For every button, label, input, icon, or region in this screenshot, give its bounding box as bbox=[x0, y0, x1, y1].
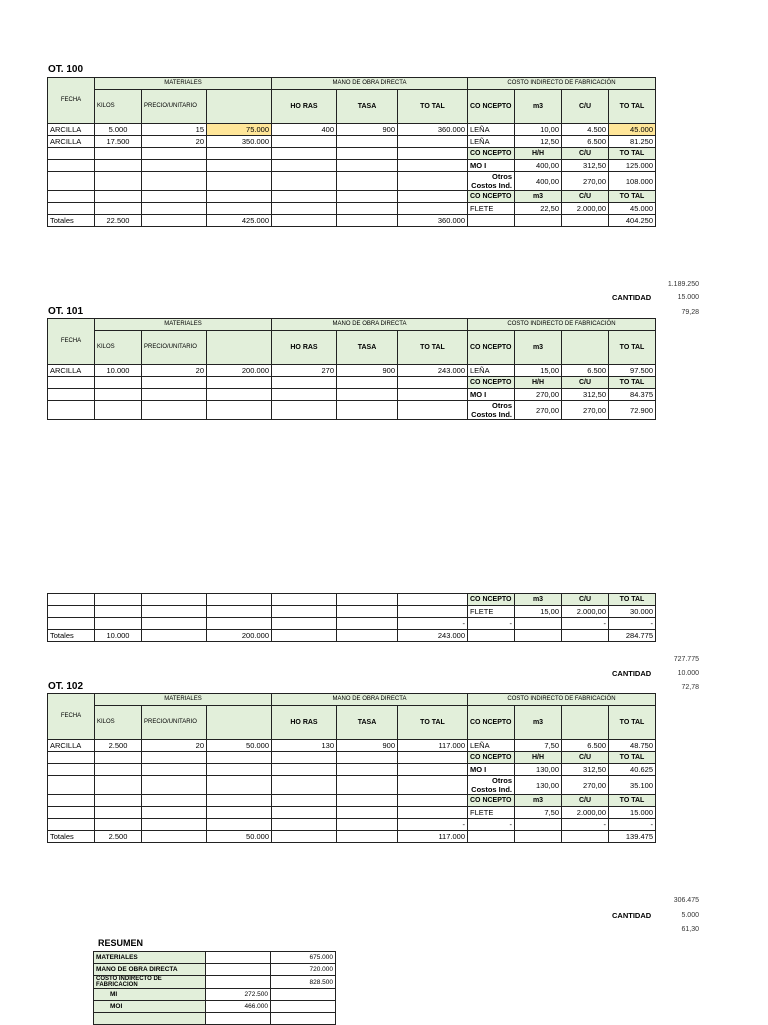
mo-total-header: TO TAL bbox=[398, 331, 468, 365]
cif-total-header: TO TAL bbox=[609, 331, 656, 365]
cu-header: C/U bbox=[562, 594, 609, 606]
cell-m3: 10,00 bbox=[515, 124, 562, 136]
cif-total-header: TO TAL bbox=[609, 594, 656, 606]
cell-concepto: LEÑA bbox=[468, 740, 515, 752]
cif-total-header: TO TAL bbox=[609, 752, 656, 764]
hh-header: H/H bbox=[515, 148, 562, 160]
resumen-value bbox=[271, 989, 336, 1001]
resumen-mid: 466.000 bbox=[206, 1001, 271, 1013]
table-row bbox=[94, 1013, 336, 1025]
cell-m3: 12,50 bbox=[515, 136, 562, 148]
cell-kilos: 10.000 bbox=[95, 630, 142, 642]
kilos-header: KILOS bbox=[95, 331, 142, 365]
side-unit-cost: 79,28 bbox=[681, 309, 699, 316]
cell-dash: - bbox=[562, 819, 609, 831]
horas-header: HO RAS bbox=[272, 90, 337, 124]
table-row bbox=[94, 952, 336, 964]
side-cantidad: 10.000 bbox=[677, 670, 699, 677]
cell-concepto: FLETE bbox=[468, 606, 515, 618]
side-total: 727.775 bbox=[673, 656, 699, 663]
cif-total-header: TO TAL bbox=[609, 795, 656, 807]
cell-tasa: 900 bbox=[337, 740, 398, 752]
tasa-header: TASA bbox=[337, 706, 398, 740]
totales-label: Totales bbox=[48, 630, 95, 642]
resumen-title: RESUMEN bbox=[98, 938, 144, 948]
cantidad-label: CANTIDAD bbox=[612, 911, 652, 920]
m3-header: m3 bbox=[515, 90, 562, 124]
cu-header: C/U bbox=[562, 148, 609, 160]
table-row bbox=[48, 807, 656, 819]
side-unit-cost: 61,30 bbox=[681, 926, 699, 933]
cell-cu: 2.000,00 bbox=[562, 203, 609, 215]
resumen-label: MANO DE OBRA DIRECTA bbox=[94, 964, 206, 976]
table-row bbox=[48, 401, 656, 420]
table-row bbox=[48, 740, 656, 752]
cif-total-header: TO TAL bbox=[609, 90, 656, 124]
mano-obra-header: MANO DE OBRA DIRECTA bbox=[272, 694, 468, 706]
cell-kilos: 2.500 bbox=[95, 831, 142, 843]
cell-mo-total: 243.000 bbox=[398, 365, 468, 377]
cu-header: C/U bbox=[562, 377, 609, 389]
cell-mat-total: 50.000 bbox=[207, 740, 272, 752]
cif-header: COSTO INDIRECTO DE FABRICACIÓN bbox=[468, 319, 656, 331]
cell-mo-total: 360.000 bbox=[398, 215, 468, 227]
cell-cu: 2.000,00 bbox=[562, 606, 609, 618]
cu-header bbox=[562, 331, 609, 365]
cell-concepto: LEÑA bbox=[468, 124, 515, 136]
cell-concepto: FLETE bbox=[468, 807, 515, 819]
cell-cu: 270,00 bbox=[562, 401, 609, 420]
cell-kilos: 17.500 bbox=[95, 136, 142, 148]
cell-total: 97.500 bbox=[609, 365, 656, 377]
cell-hh: 400,00 bbox=[515, 172, 562, 191]
cell-concepto: MO I bbox=[468, 389, 515, 401]
cell-total: 108.000 bbox=[609, 172, 656, 191]
mano-obra-header: MANO DE OBRA DIRECTA bbox=[272, 319, 468, 331]
cell-total: 48.750 bbox=[609, 740, 656, 752]
cell-precio: 20 bbox=[142, 136, 207, 148]
cif-total-header: TO TAL bbox=[609, 191, 656, 203]
cell-precio: 15 bbox=[142, 124, 207, 136]
ot100-title: OT. 100 bbox=[48, 64, 84, 75]
precio-header: PRECIO/UNITARIO bbox=[142, 90, 207, 124]
cell-dash: - bbox=[562, 618, 609, 630]
cell-m3: 15,00 bbox=[515, 606, 562, 618]
m3-header: m3 bbox=[515, 706, 562, 740]
ot100-table bbox=[47, 77, 656, 227]
resumen-label: MI bbox=[94, 989, 206, 1001]
cell-total: 84.375 bbox=[609, 389, 656, 401]
fecha-header: FECHA bbox=[48, 319, 95, 365]
cif-total-header: TO TAL bbox=[609, 148, 656, 160]
cell-cu: 4.500 bbox=[562, 124, 609, 136]
cell-kilos: 5.000 bbox=[95, 124, 142, 136]
resumen-mid bbox=[206, 976, 271, 989]
precio-header: PRECIO/UNITARIO bbox=[142, 331, 207, 365]
horas-header: HO RAS bbox=[272, 331, 337, 365]
table-row bbox=[48, 203, 656, 215]
cell-mat-total: 350.000 bbox=[207, 136, 272, 148]
cell-dash: - bbox=[609, 618, 656, 630]
resumen-table bbox=[93, 951, 336, 1025]
cell-total: 72.900 bbox=[609, 401, 656, 420]
cif-header: COSTO INDIRECTO DE FABRICACIÓN bbox=[468, 694, 656, 706]
kilos-header: KILOS bbox=[95, 706, 142, 740]
concepto-header: CO NCEPTO bbox=[468, 191, 515, 203]
resumen-value: 675.000 bbox=[271, 952, 336, 964]
concepto-header: CO NCEPTO bbox=[468, 594, 515, 606]
fecha-header: FECHA bbox=[48, 78, 95, 124]
cell-horas: 270 bbox=[272, 365, 337, 377]
resumen-mid: 272.500 bbox=[206, 989, 271, 1001]
table-row bbox=[48, 606, 656, 618]
concepto-header: CO NCEPTO bbox=[468, 752, 515, 764]
table-row bbox=[48, 124, 656, 136]
resumen-value bbox=[271, 1001, 336, 1013]
cell-precio: 20 bbox=[142, 365, 207, 377]
cell-precio: 20 bbox=[142, 740, 207, 752]
mo-total-header: TO TAL bbox=[398, 90, 468, 124]
cell-total: 139.475 bbox=[609, 831, 656, 843]
materiales-header: MATERIALES bbox=[95, 78, 272, 90]
cell-concepto: LEÑA bbox=[468, 365, 515, 377]
cif-header: COSTO INDIRECTO DE FABRICACIÓN bbox=[468, 78, 656, 90]
precio-header: PRECIO/UNITARIO bbox=[142, 706, 207, 740]
side-cantidad: 15.000 bbox=[677, 294, 699, 301]
cell-mat-total: 200.000 bbox=[207, 630, 272, 642]
table-row bbox=[48, 365, 656, 377]
cu-header: C/U bbox=[562, 795, 609, 807]
cell-cu: 312,50 bbox=[562, 764, 609, 776]
cell-dash: - bbox=[609, 819, 656, 831]
table-row bbox=[94, 964, 336, 976]
cu-header: C/U bbox=[562, 90, 609, 124]
table-row bbox=[48, 764, 656, 776]
cell-fecha: ARCILLA bbox=[48, 124, 95, 136]
cell-horas: 400 bbox=[272, 124, 337, 136]
cell-m3: 15,00 bbox=[515, 365, 562, 377]
cell-m3: 7,50 bbox=[515, 807, 562, 819]
resumen-value: 720.000 bbox=[271, 964, 336, 976]
ot101-table bbox=[47, 318, 656, 420]
cell-cu: 270,00 bbox=[562, 172, 609, 191]
side-unit-cost: 72,78 bbox=[681, 684, 699, 691]
cell-dash: - bbox=[468, 819, 515, 831]
concepto-header: CO NCEPTO bbox=[468, 90, 515, 124]
cif-total-header: TO TAL bbox=[609, 377, 656, 389]
cell-total: 35.100 bbox=[609, 776, 656, 795]
tasa-header: TASA bbox=[337, 90, 398, 124]
table-row bbox=[48, 819, 656, 831]
mat-total-header bbox=[207, 90, 272, 124]
cell-mo-total: 117.000 bbox=[398, 831, 468, 843]
cell-fecha: ARCILLA bbox=[48, 136, 95, 148]
cell-concepto: Otros Costos Ind. bbox=[468, 776, 515, 795]
cu-header bbox=[562, 706, 609, 740]
cell-cu: 312,50 bbox=[562, 389, 609, 401]
kilos-header: KILOS bbox=[95, 90, 142, 124]
materiales-header: MATERIALES bbox=[95, 694, 272, 706]
table-row bbox=[94, 1001, 336, 1013]
cell-mat-total: 50.000 bbox=[207, 831, 272, 843]
hh-header: H/H bbox=[515, 377, 562, 389]
mat-total-header bbox=[207, 331, 272, 365]
cell-mo-total: 360.000 bbox=[398, 124, 468, 136]
table-row bbox=[48, 136, 656, 148]
concepto-header: CO NCEPTO bbox=[468, 795, 515, 807]
ot101-continuation-table bbox=[47, 593, 656, 642]
resumen-value: 828.500 bbox=[271, 976, 336, 989]
ot102-title: OT. 102 bbox=[48, 681, 84, 692]
cell-concepto: Otros Costos Ind. bbox=[468, 172, 515, 191]
table-row bbox=[48, 618, 656, 630]
totales-label: Totales bbox=[48, 215, 95, 227]
cantidad-label: CANTIDAD bbox=[612, 669, 652, 678]
cell-total: 40.625 bbox=[609, 764, 656, 776]
resumen-mid bbox=[206, 964, 271, 976]
concepto-header: CO NCEPTO bbox=[468, 377, 515, 389]
cell-cu: 6.500 bbox=[562, 136, 609, 148]
resumen-label: MOI bbox=[94, 1001, 206, 1013]
side-cantidad: 5.000 bbox=[681, 912, 699, 919]
cell-total: 30.000 bbox=[609, 606, 656, 618]
m3-header: m3 bbox=[515, 594, 562, 606]
mo-total-header: TO TAL bbox=[398, 706, 468, 740]
tasa-header: TASA bbox=[337, 331, 398, 365]
cell-kilos: 10.000 bbox=[95, 365, 142, 377]
table-row bbox=[94, 989, 336, 1001]
cif-total-header: TO TAL bbox=[609, 706, 656, 740]
cell-hh: 130,00 bbox=[515, 776, 562, 795]
table-row bbox=[48, 160, 656, 172]
cell-total: 15.000 bbox=[609, 807, 656, 819]
cell-horas bbox=[272, 136, 337, 148]
table-row bbox=[94, 976, 336, 989]
cell-fecha: ARCILLA bbox=[48, 740, 95, 752]
cell-mo-total: 117.000 bbox=[398, 740, 468, 752]
resumen-mid bbox=[206, 952, 271, 964]
cu-header: C/U bbox=[562, 752, 609, 764]
cu-header: C/U bbox=[562, 191, 609, 203]
resumen-label: MATERIALES bbox=[94, 952, 206, 964]
cell-tasa bbox=[337, 136, 398, 148]
ot102-table bbox=[47, 693, 656, 843]
cell-hh: 270,00 bbox=[515, 389, 562, 401]
cell-mo-total: 243.000 bbox=[398, 630, 468, 642]
cell-cu: 312,50 bbox=[562, 160, 609, 172]
cell-cu: 6.500 bbox=[562, 365, 609, 377]
cell-dash: - bbox=[468, 618, 515, 630]
cell-total: 45.000 bbox=[609, 203, 656, 215]
totals-row bbox=[48, 831, 656, 843]
fecha-header: FECHA bbox=[48, 694, 95, 740]
cell-cu: 6.500 bbox=[562, 740, 609, 752]
cell-mat-total: 200.000 bbox=[207, 365, 272, 377]
cell-concepto: LEÑA bbox=[468, 136, 515, 148]
cell-fecha: ARCILLA bbox=[48, 365, 95, 377]
table-row bbox=[48, 389, 656, 401]
cell-hh: 130,00 bbox=[515, 764, 562, 776]
table-row bbox=[48, 172, 656, 191]
cell-hh: 400,00 bbox=[515, 160, 562, 172]
cell-cu: 270,00 bbox=[562, 776, 609, 795]
cell-concepto: MO I bbox=[468, 764, 515, 776]
cell-total: 81.250 bbox=[609, 136, 656, 148]
mat-total-header bbox=[207, 706, 272, 740]
cell-kilos: 2.500 bbox=[95, 740, 142, 752]
cell-total: 45.000 bbox=[609, 124, 656, 136]
resumen-label: COSTO INDIRECTO DE FABRICACION bbox=[94, 976, 206, 989]
materiales-header: MATERIALES bbox=[95, 319, 272, 331]
cell-dash: - bbox=[398, 618, 468, 630]
totals-row bbox=[48, 215, 656, 227]
concepto-header: CO NCEPTO bbox=[468, 148, 515, 160]
hh-header: H/H bbox=[515, 752, 562, 764]
totales-label: Totales bbox=[48, 831, 95, 843]
cell-concepto: FLETE bbox=[468, 203, 515, 215]
cell-hh: 270,00 bbox=[515, 401, 562, 420]
m3-header: m3 bbox=[515, 191, 562, 203]
cell-m3: 22,50 bbox=[515, 203, 562, 215]
cell-mat-total: 75.000 bbox=[207, 124, 272, 136]
ot101-title: OT. 101 bbox=[48, 306, 84, 317]
side-total: 306.475 bbox=[673, 897, 699, 904]
m3-header: m3 bbox=[515, 331, 562, 365]
m3-header: m3 bbox=[515, 795, 562, 807]
cell-cu: 2.000,00 bbox=[562, 807, 609, 819]
cell-dash: - bbox=[398, 819, 468, 831]
cell-total: 125.000 bbox=[609, 160, 656, 172]
horas-header: HO RAS bbox=[272, 706, 337, 740]
concepto-header: CO NCEPTO bbox=[468, 706, 515, 740]
cell-concepto: Otros Costos Ind. bbox=[468, 401, 515, 420]
cell-kilos: 22.500 bbox=[95, 215, 142, 227]
cell-mat-total: 425.000 bbox=[207, 215, 272, 227]
cell-m3: 7,50 bbox=[515, 740, 562, 752]
cantidad-label: CANTIDAD bbox=[612, 293, 652, 302]
cell-tasa: 900 bbox=[337, 365, 398, 377]
cell-mo-total bbox=[398, 136, 468, 148]
totals-row bbox=[48, 630, 656, 642]
side-total: 1.189.250 bbox=[667, 281, 699, 288]
cell-total: 284.775 bbox=[609, 630, 656, 642]
cell-total: 404.250 bbox=[609, 215, 656, 227]
cell-concepto: MO I bbox=[468, 160, 515, 172]
concepto-header: CO NCEPTO bbox=[468, 331, 515, 365]
cell-horas: 130 bbox=[272, 740, 337, 752]
mano-obra-header: MANO DE OBRA DIRECTA bbox=[272, 78, 468, 90]
cell-tasa: 900 bbox=[337, 124, 398, 136]
table-row bbox=[48, 776, 656, 795]
